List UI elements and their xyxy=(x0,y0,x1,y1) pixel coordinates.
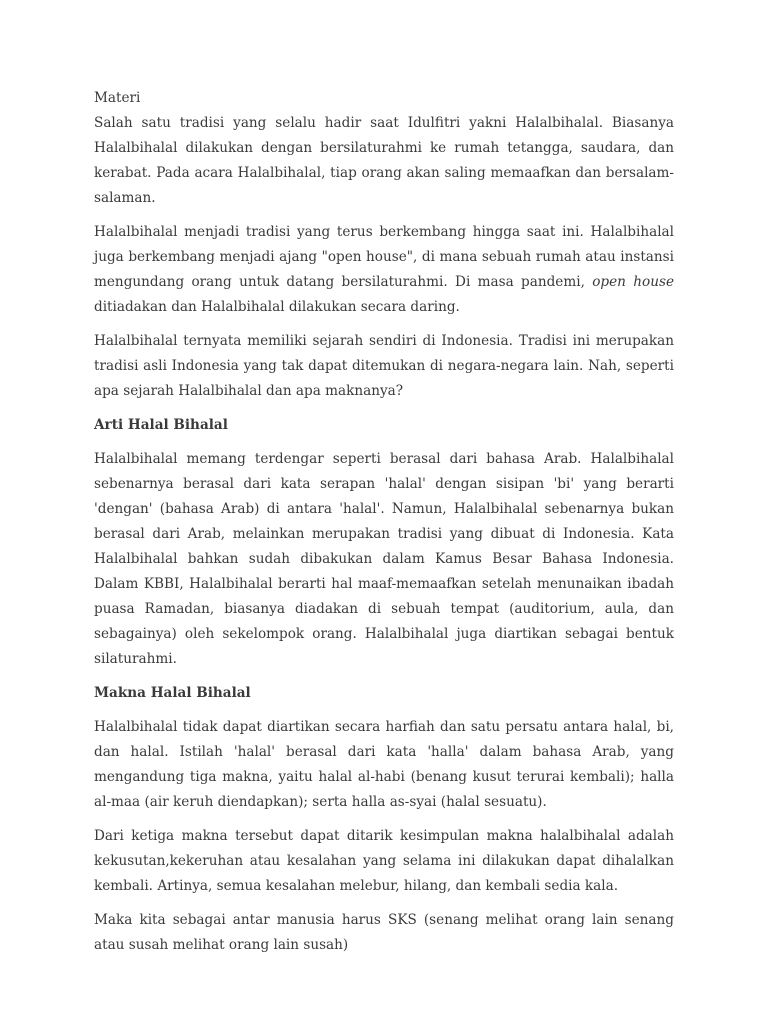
paragraph-open-house xyxy=(94,220,674,320)
paragraph-history: Halalbihalal ternyata memiliki sejarah sendiri di Indonesia. Tradisi ini merupakan tradisi asli Indonesia yang tak dapat ditemukan di negara-negara lain. Nah, seperti apa sejarah Halalbihalal dan apa maknanya? xyxy=(94,333,674,399)
document-page xyxy=(94,86,674,967)
paragraph-open-house-after: ditiadakan dan Halalbihalal dilakukan secara daring. xyxy=(94,299,460,315)
heading-arti: Arti Halal Bihalal xyxy=(94,417,228,433)
heading-makna: Makna Halal Bihalal xyxy=(94,685,251,701)
paragraph-arti: Halalbihalal memang terdengar seperti berasal dari bahasa Arab. Halalbihalal sebenarnya berasal dari kata serapan 'halal' dengan sisipan 'bi' yang berarti 'dengan' (bahasa Arab) di antara 'halal'. Namun, Halalbihalal sebenarnya bukan berasal dari Arab, melainkan merupakan tradisi yang dibuat di Indonesia. Kata Halalbihalal bahkan sudah dibakukan dalam Kamus Besar Bahasa Indonesia. Dalam KBBI, Halalbihalal berarti hal maaf-memaafkan setelah menunaikan ibadah puasa Ramadan, biasanya diadakan di sebuah tempat (auditorium, aula, dan sebagainya) oleh sekelompok orang. Halalbihalal juga diartikan sebagai bentuk silaturahmi. xyxy=(94,451,674,667)
paragraph-intro: Salah satu tradisi yang selalu hadir saat Idulfitri yakni Halalbihalal. Biasanya Halalbihalal dilakukan dengan bersilaturahmi ke rumah tetangga, saudara, dan kerabat. Pada acara Halalbihalal, tiap orang akan saling memaafkan dan bersalam-salaman. xyxy=(94,115,674,206)
paragraph-kesimpulan: Dari ketiga makna tersebut dapat ditarik kesimpulan makna halalbihalal adalah kekusutan,kekeruhan atau kesalahan yang selama ini dilakukan dapat dihalalkan kembali. Artinya, semua kesalahan melebur, hilang, dan kembali sedia kala. xyxy=(94,828,674,894)
paragraph-makna: Halalbihalal tidak dapat diartikan secara harfiah dan satu persatu antara halal, bi, dan halal. Istilah 'halal' berasal dari kata 'halla' dalam bahasa Arab, yang mengandung tiga makna, yaitu halal al-habi (benang kusut terurai kembali); halla al-maa (air keruh diendapkan); serta halla as-syai (halal sesuatu). xyxy=(94,719,674,810)
paragraph-sks: Maka kita sebagai antar manusia harus SKS (senang melihat orang lain senang atau susah melihat orang lain susah) xyxy=(94,912,674,953)
materi-label: Materi xyxy=(94,90,141,106)
paragraph-open-house-before: Halalbihalal menjadi tradisi yang terus berkembang hingga saat ini. Halalbihalal juga berkembang menjadi ajang "open house", di mana sebuah rumah atau instansi mengundang orang untuk datang bersilaturahmi. Di masa pandemi, xyxy=(94,224,674,290)
open-house-emphasis: open house xyxy=(592,274,674,290)
